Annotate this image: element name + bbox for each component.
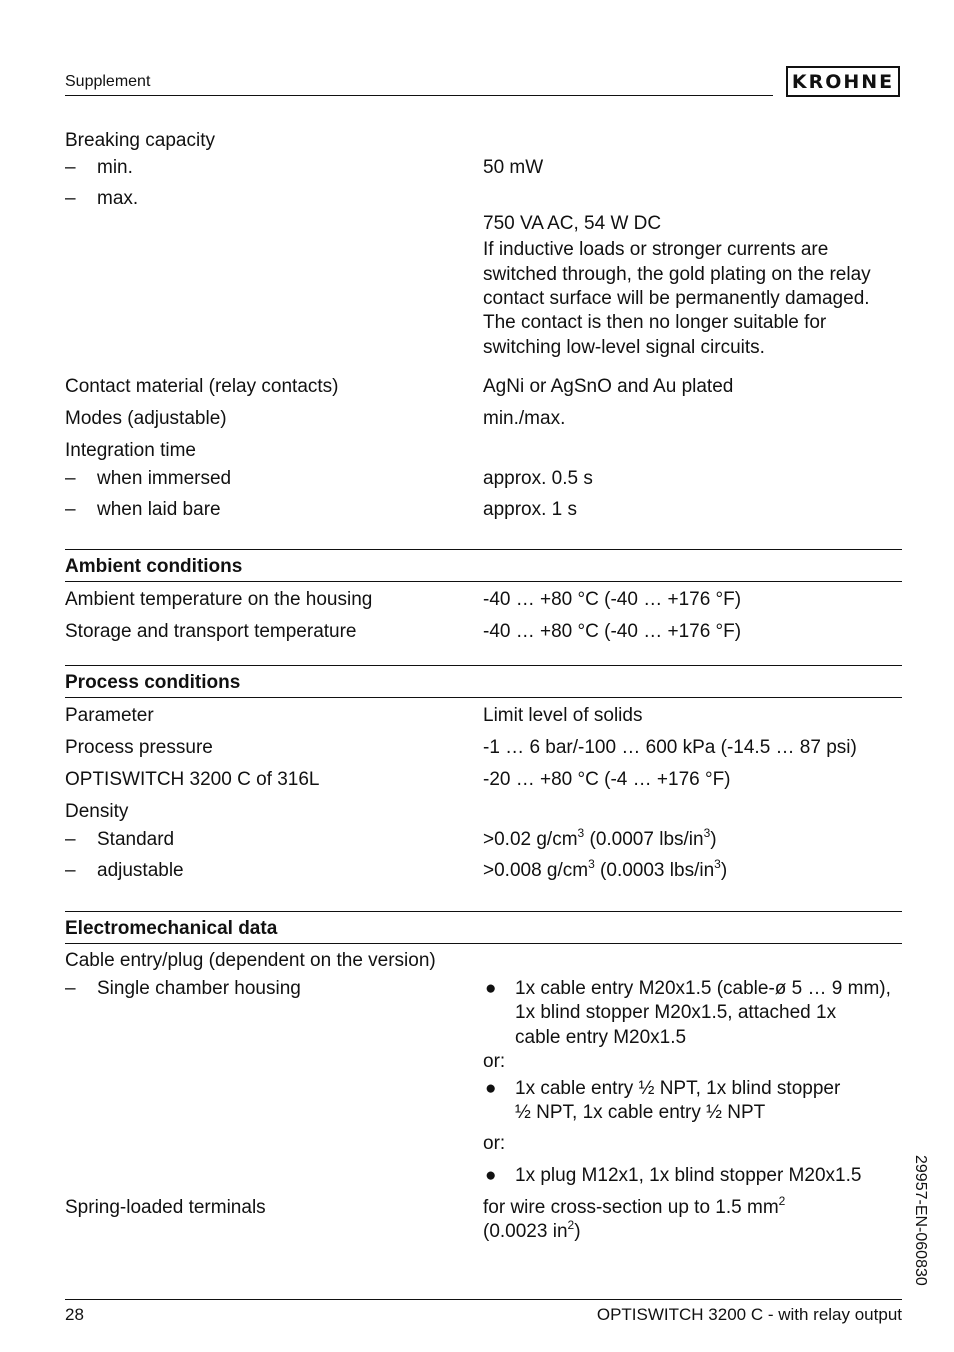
integration-immersed-value: approx. 0.5 s	[483, 468, 593, 489]
integration-time-label: Integration time	[65, 440, 196, 461]
modes-value: min./max.	[483, 408, 566, 429]
parameter-label: Parameter	[65, 705, 154, 726]
storage-temperature-label: Storage and transport temperature	[65, 621, 357, 642]
section-rule	[65, 697, 902, 698]
bullet-marker: ●	[485, 1078, 497, 1099]
integration-bare-label: when laid bare	[97, 499, 221, 520]
storage-temperature-value: -40 … +80 °C (-40 … +176 °F)	[483, 621, 742, 642]
header-title: Supplement	[65, 73, 151, 90]
breaking-max-label: max.	[97, 188, 139, 209]
breaking-note-line: The contact is then no longer suitable for	[483, 312, 827, 333]
header-rule	[65, 95, 773, 96]
breaking-capacity-label: Breaking capacity	[65, 130, 215, 151]
dash-marker: –	[65, 188, 76, 209]
density-adjustable-value: >0.008 $g/cm^3$ (0.0003 lbs/$in^3$)	[483, 856, 728, 881]
dash-marker: –	[65, 978, 76, 999]
spring-terminals-value-imperial: (0.0023 $in^2$)	[483, 1217, 581, 1242]
cable-option-line: 1x cable entry M20x1.5 (cable-ø 5 … 9 mm),	[515, 978, 891, 999]
breaking-note-line: If inductive loads or stronger currents are	[483, 239, 829, 260]
or-text: or:	[483, 1051, 506, 1072]
optiswitch-material-value: -20 … +80 °C (-4 … +176 °F)	[483, 769, 731, 790]
spring-terminals-label: Spring-loaded terminals	[65, 1197, 266, 1218]
integration-immersed-label: when immersed	[97, 468, 232, 489]
breaking-note-line: switched through, the gold plating on the relay	[483, 264, 871, 285]
breaking-note-line: contact surface will be permanently damaged.	[483, 288, 870, 309]
or-text: or:	[483, 1133, 506, 1154]
dash-marker: –	[65, 499, 76, 520]
page-number: 28	[65, 1305, 84, 1324]
electromechanical-section-title: Electromechanical data	[65, 918, 278, 939]
modes-label: Modes (adjustable)	[65, 408, 227, 429]
parameter-value: Limit level of solids	[483, 705, 643, 726]
cable-option-line: 1x cable entry ½ NPT, 1x blind stopper	[515, 1078, 841, 1099]
cable-option-line: ½ NPT, 1x cable entry ½ NPT	[515, 1102, 766, 1123]
section-rule	[65, 943, 902, 944]
process-pressure-label: Process pressure	[65, 737, 213, 758]
cable-entry-label: Cable entry/plug (dependent on the version)	[65, 950, 436, 971]
cable-option-line: cable entry M20x1.5	[515, 1027, 687, 1048]
bullet-marker: ●	[485, 978, 497, 999]
breaking-note-line: switching low-level signal circuits.	[483, 337, 765, 358]
bullet-marker: ●	[485, 1165, 497, 1186]
ambient-section-title: Ambient conditions	[65, 556, 243, 577]
cable-option-line: 1x plug M12x1, 1x blind stopper M20x1.5	[515, 1165, 862, 1186]
density-standard-label: Standard	[97, 829, 175, 850]
dash-marker: –	[65, 860, 76, 881]
spring-terminals-value: for wire cross-section up to 1.5 $mm^2$	[483, 1193, 786, 1218]
density-adjustable-label: adjustable	[97, 860, 184, 881]
dash-marker: –	[65, 157, 76, 178]
cable-option-line: 1x blind stopper M20x1.5, attached 1x	[515, 1002, 837, 1023]
contact-material-label: Contact material (relay contacts)	[65, 376, 339, 397]
single-chamber-label: Single chamber housing	[97, 978, 301, 999]
footer-title: OPTISWITCH 3200 C - with relay output	[596, 1305, 902, 1324]
ambient-housing-value: -40 … +80 °C (-40 … +176 °F)	[483, 589, 742, 610]
footer-rule	[65, 1299, 902, 1300]
contact-material-value: AgNi or AgSnO and Au plated	[483, 376, 734, 397]
process-pressure-value: -1 … 6 bar/-100 … 600 kPa (-14.5 … 87 psi)	[483, 737, 857, 758]
section-rule	[65, 665, 902, 666]
breaking-max-value: 750 VA AC, 54 W DC	[483, 213, 662, 234]
process-section-title: Process conditions	[65, 672, 241, 693]
dash-marker: –	[65, 829, 76, 850]
section-rule	[65, 911, 902, 912]
density-label: Density	[65, 801, 129, 822]
logo-text: KROHNE	[791, 70, 895, 93]
density-standard-value: >0.02 $g/cm^3$ (0.0007 lbs/$in^3$)	[483, 825, 717, 850]
krohne-logo	[786, 66, 900, 97]
section-rule	[65, 581, 902, 582]
optiswitch-material-label: OPTISWITCH 3200 C of 316L	[65, 769, 320, 790]
breaking-min-label: min.	[97, 157, 133, 178]
ambient-housing-label: Ambient temperature on the housing	[65, 589, 373, 610]
section-rule	[65, 549, 902, 550]
document-code: 29957-EN-060830	[912, 1155, 929, 1286]
breaking-min-value: 50 mW	[483, 157, 544, 178]
integration-bare-value: approx. 1 s	[483, 499, 577, 520]
dash-marker: –	[65, 468, 76, 489]
